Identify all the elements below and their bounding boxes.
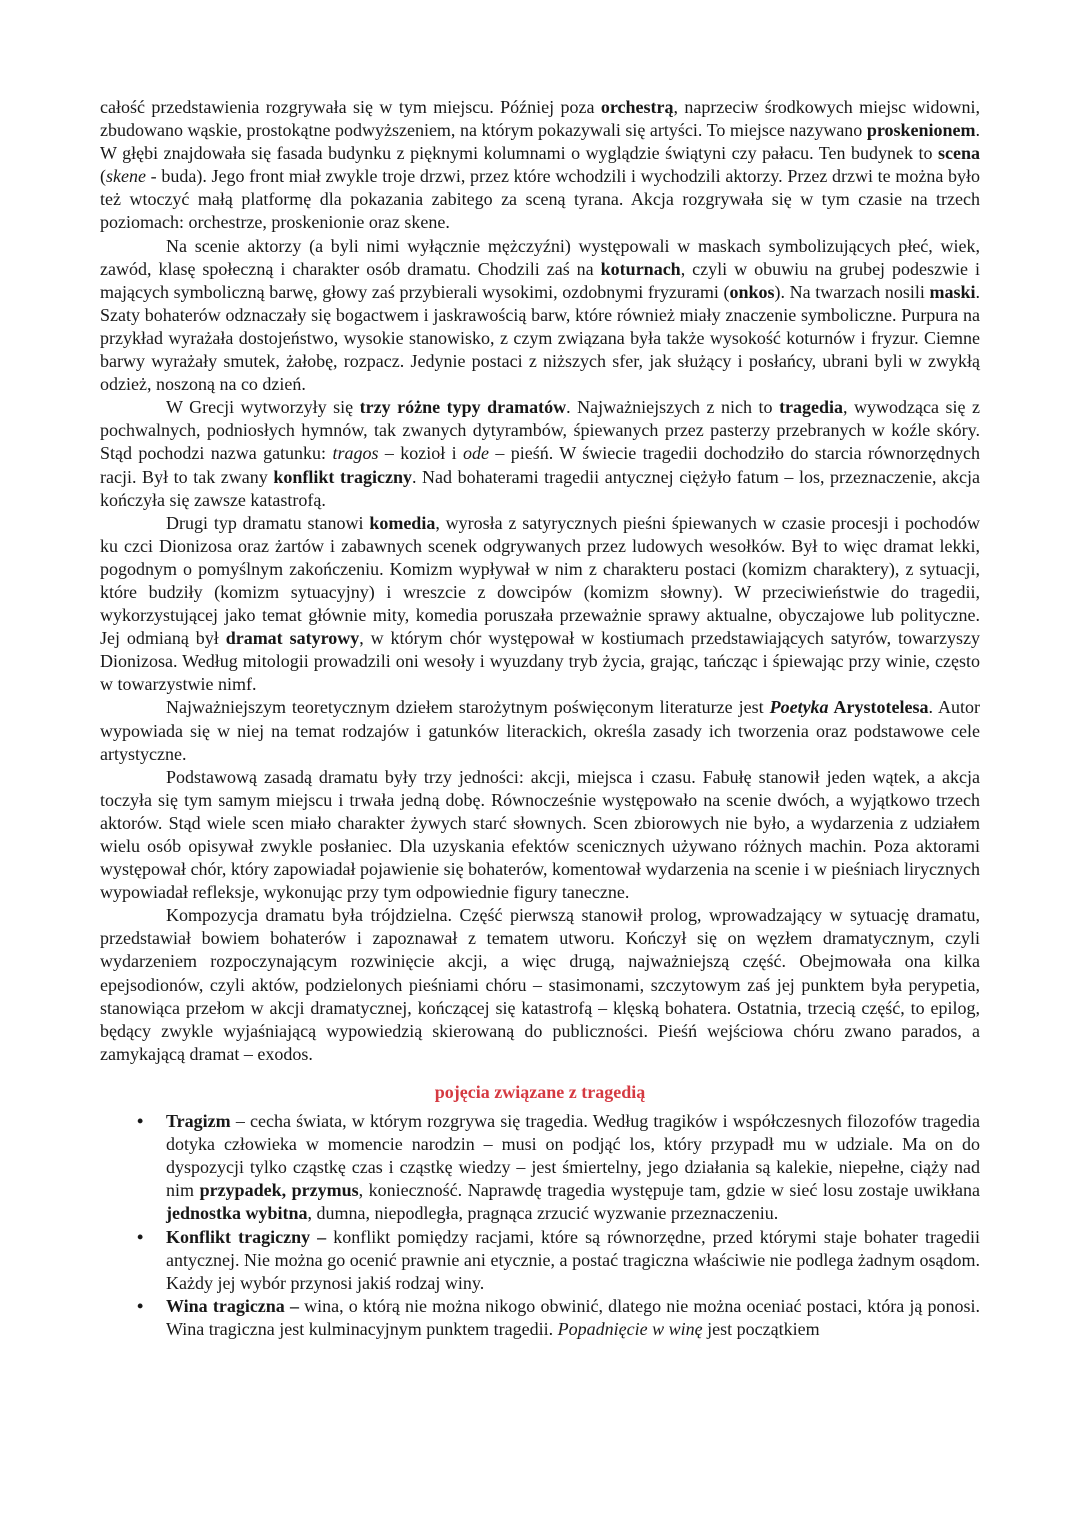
bullet-item (166, 1226, 980, 1295)
text-run: konflikt pomiędzy racjami, które są równorzędne, przed którymi staje bohater tragedii antycznej. Nie można go ocenić prawnie ani etycznie, a postać tragiczna właściwie nie podlega żadnym osądom. Każdy jej wybór przynosi jakiś rodzaj winy. (166, 1226, 980, 1293)
text-run: scena (938, 143, 980, 164)
text-run: Konflikt tragiczny – (166, 1226, 327, 1247)
text-run: , konieczność. Naprawdę tragedia występuje tam, gdzie w sieć losu zostaje uwikłana (358, 1180, 980, 1201)
text-run: całość przedstawienia rozgrywała się w tym miejscu. Później poza (100, 97, 601, 117)
text-run: wina, o którą nie można nikogo obwinić, dlatego nie można oceniać postaci, która ją ponosi. Wina tragiczna jest kulminacyjnym punktem tragedii. (166, 1295, 980, 1339)
text-run: , czyli w obuwiu na grubej podeszwie i mających symboliczną barwę, głowy zaś przybierali wysokimi, ozdobnymi fryzurami ( (100, 258, 980, 302)
text-run: tragos (332, 443, 379, 464)
text-run: , wywodząca się z pochwalnych, podniosłych hymnów, tak zwanych dytyrambów, śpiewanych przez pasterzy przebranych w koźle skóry. Stąd pochodzi nazwa gatunku: (100, 397, 980, 464)
text-run: W Grecji wytworzyły się (166, 397, 360, 418)
text-run: – kozioł i (378, 443, 463, 464)
text-run: Popadnięcie w winę (557, 1318, 703, 1339)
text-run: maski (929, 281, 976, 302)
text-run: skene (106, 166, 146, 187)
text-run: ( (100, 166, 106, 187)
text-run: Na scenie aktorzy (a byli nimi wyłącznie mężczyźni) występowali w maskach symbolizujących płeć, wiek, zawód, klasę społeczną i charakter osób dramatu. Chodzili zaś na (100, 235, 980, 279)
text-run: ode (462, 443, 489, 464)
text-run: koturnach (600, 258, 681, 279)
text-run: jest początkiem (702, 1318, 820, 1339)
text-run: komedia (369, 512, 436, 533)
text-run: - buda). Jego front miał zwykle troje drzwi, przez które wchodzili i wychodzili aktorzy. Przez drzwi te można było też wtoczyć małą platformę dla pokazania zabitego za sceną tyrana. Akcja rozgrywała się w tym czasie na trzech poziomach: orchestrze, proskenionie oraz skene. (100, 166, 980, 233)
text-run: . Szaty bohaterów odznaczały się bogactwem i jaskrawością barw, które również miały znaczenie symboliczne. Purpura na przykład wyrażała dostojeństwo, wysokie stanowisko, z czym związana była także wysokość koturnów i fryzur. Ciemne barwy wyrażały smutek, żałobę, rozpacz. Jedynie postaci z niższych sfer, jak służący i posłańcy, ubrani byli w zwykłą odzież, noszoną na co dzień. (100, 281, 980, 395)
text-run: , w którym chór występował w kostiumach przedstawiających satyrów, towarzyszy Dionizosa. Według mitologii prowadzili oni wesoły i wyuzdany tryb życia, grając, tańcząc i śpiewając przy winie, często w towarzystwie nimf. (100, 628, 981, 695)
text-run: , naprzeciw środkowych miejsc widowni, zbudowano wąskie, prostokątne podwyższeniem, na którym pokazywali się artyści. To miejsce nazywano (100, 97, 980, 141)
text-run: proskenionem (866, 120, 976, 141)
text-run: przypadek, przymus (199, 1180, 359, 1201)
text-run: – cecha świata, w którym rozgrywa się tragedia. Według tragików i współczesnych filozofów tragedia dotyka człowieka w momencie narodzin – musi on podjąć los, który przypadł mu w udziale. Ma on do dyspozycji tylko cząstkę czas i cząstkę wiedzy – jest śmiertelny, jego działania są kalekie, niepełne, ciąży nad nim (166, 1111, 980, 1201)
paragraph (100, 396, 980, 511)
text-run: . W głębi znajdowała się fasada budynku z pięknymi kolumnami o wyglądzie świątyni czy pałacu. Ten budynek to (100, 120, 980, 164)
text-run: orchestrą (600, 97, 674, 117)
text-run: , wyrosła z satyrycznych pieśni śpiewanych w czasie procesji i pochodów ku czci Dionizosa oraz żartów i zabawnych scenek odgrywanych przez ludowych wesołków. Był to więc dramat lekki, pogodnym o pomyślnym zakończeniu. Komizm wypływał w nim z charakteru postaci (komizm charaktery), z sytuacji, które budziły (komizm sytuacyjny) i wreszcie z dowcipów (komizm słowny). W przeciwieństwie do tragedii, wykorzystującej jako temat głównie mity, komedia poruszała przeważnie sprawy aktualne, obyczajowe lub polityczne. Jej odmianą był (100, 512, 980, 649)
text-run: Wina tragiczna – (166, 1295, 299, 1316)
paragraph (100, 512, 980, 697)
text-run: trzy różne typy dramatów (359, 397, 567, 418)
bullet-list (100, 1110, 980, 1341)
paragraph (100, 904, 980, 1066)
text-run: . Najważniejszych z nich to (566, 397, 780, 418)
text-run: – pieśń. W świecie tragedii dochodziło do starcia równorzędnych racji. Był to tak zwany (100, 443, 980, 487)
text-run: Drugi typ dramatu stanowi (166, 512, 370, 533)
text-run: Kompozycja dramatu była trójdzielna. Część pierwszą stanowił prolog, wprowadzający w sytuację dramatu, przedstawiał bowiem bohaterów i zapoznawał z tematem utworu. Kończył się on węzłem dramatycznym, czyli wydarzeniem rozpoczynającym rozwinięcie akcji, a więc drugą, najważniejszą część. Obejmowała ona kilka epejsodionów, czyli aktów, podzielonych pieśniami chóru – stasimonami, szczytowym zaś jej punktem była perypetia, stanowiąca przełom w akcji dramatycznej, kończącej się katastrofą – klęską bohatera. Ostatnia, trzecią część, to epilog, będący zwykle wyjaśniającą wypowiedzią skierowaną do publiczności. Pieśń wejściowa chóru zwano parados, a zamykającą dramat – exodos. (100, 905, 980, 1064)
text-run: . Nad bohaterami tragedii antycznej ciężyło fatum – los, przeznaczenie, akcja kończyła się zawsze katastrofą. (100, 466, 980, 510)
paragraph (100, 766, 980, 905)
text-run: dramat satyrowy (225, 628, 360, 649)
text-run: konflikt tragiczny (273, 466, 412, 487)
text-run: jednostka wybitna (166, 1203, 308, 1224)
text-run: tragedia (779, 397, 844, 418)
bullet-item (166, 1295, 980, 1341)
text-run: Podstawową zasadą dramatu były trzy jedności: akcji, miejsca i czasu. Fabułę stanowił jeden wątek, a akcja toczyła się tym samym miejscu i trwała jedną dobę. Równocześnie występowało na scenie dwóch, a wyjątkowo trzech aktorów. Stąd wiele scen miało charakter żywych starć słownych. Scen zbiorowych nie było, a wydarzenia z udziałem wielu osób opisywał zwykle posłaniec. Dla uzyskania efektów scenicznych używano różnych machin. Poza aktorami występował chór, który zapowiadał pojawienie się bohaterów, komentował wydarzenia na scenie i w pieśniach lirycznych wypowiadał refleksje, wykonując przy tym odpowiednie figury taneczne. (100, 766, 980, 903)
text-run: , dumna, niepodległa, pragnąca zrzucić wyzwanie przeznaczeniu. (307, 1203, 779, 1224)
paragraph-container (100, 96, 980, 1066)
text-run: Arystotelesa (833, 697, 929, 718)
section-heading: pojęcia związane z tragedią (434, 1081, 646, 1102)
text-run: ). Na twarzach nosili (774, 281, 930, 302)
text-run: Poetyka (769, 697, 829, 718)
bullet-item (166, 1110, 980, 1225)
text-run: onkos (729, 281, 775, 302)
paragraph (100, 696, 980, 765)
paragraph (100, 96, 980, 235)
text-run: Najważniejszym teoretycznym dziełem starożytnym poświęconym literaturze jest (166, 697, 770, 718)
text-run: . Autor wypowiada się w niej na temat rodzajów i gatunków literackich, określa zasady ich tworzenia oraz podstawowe cele artystyczne. (100, 697, 980, 764)
paragraph (100, 235, 980, 397)
text-run: Tragizm (166, 1111, 231, 1132)
